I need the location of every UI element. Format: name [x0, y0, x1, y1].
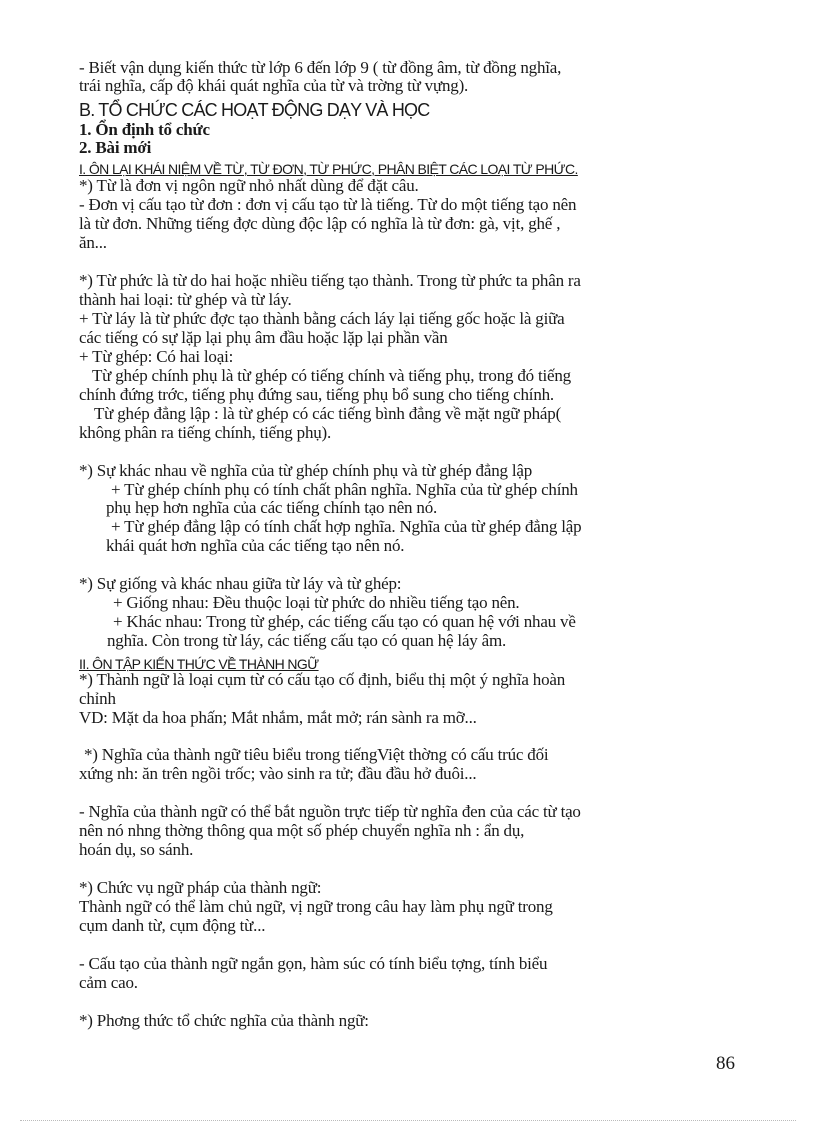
text-line: phụ hẹp hơn nghĩa của các tiếng chính tạo nên nó. — [106, 498, 438, 517]
text-line: hoán dụ, so sánh. — [79, 840, 194, 859]
section-heading: II. ÔN TẬP KIẾN THỨC VỀ THÀNH NGỮ — [79, 656, 319, 672]
text-line: nên nó nhng thờng thông qua một số phép chuyển nghĩa nh : ẩn dụ, — [79, 821, 525, 840]
text-line: - Đơn vị cấu tạo từ đơn : đơn vị cấu tạo từ là tiếng. Từ do một tiếng tạo nên — [79, 195, 577, 214]
text-line: chính đứng trớc, tiếng phụ đứng sau, tiếng phụ bổ sung cho tiếng chính. — [79, 385, 554, 404]
text-line: khái quát hơn nghĩa của các tiếng tạo nên nó. — [106, 536, 405, 555]
text-line: trái nghĩa, cấp độ khái quát nghĩa của từ và trờng từ vựng). — [79, 76, 469, 95]
section-heading: B. TỔ CHỨC CÁC HOẠT ĐỘNG DẠY VÀ HỌC — [79, 100, 430, 120]
text-line: VD: Mặt da hoa phấn; Mắt nhắm, mắt mở; rán sành ra mỡ... — [79, 708, 477, 727]
text-line: + Giống nhau: Đều thuộc loại từ phức do nhiều tiếng tạo nên. — [113, 593, 520, 612]
text-line: *) Từ phức là từ do hai hoặc nhiều tiếng tạo thành. Trong từ phức ta phân ra — [79, 271, 581, 290]
page-number: 86 — [716, 1053, 735, 1074]
text-line: Thành ngữ có thể làm chủ ngữ, vị ngữ trong câu hay làm phụ ngữ trong — [79, 897, 553, 916]
text-line: + Khác nhau: Trong từ ghép, các tiếng cấu tạo có quan hệ với nhau về — [113, 612, 576, 631]
text-line: *) Nghĩa của thành ngữ tiêu biểu trong tiếngViệt thờng có cấu trúc đối — [84, 745, 549, 764]
subheading: 2. Bài mới — [79, 138, 152, 157]
text-line: *) Thành ngữ là loại cụm từ có cấu tạo cố định, biểu thị một ý nghĩa hoàn — [79, 670, 566, 689]
text-line: - Biết vận dụng kiến thức từ lớp 6 đến lớp 9 ( từ đồng âm, từ đồng nghĩa, — [79, 58, 562, 77]
text-line: các tiếng có sự lặp lại phụ âm đầu hoặc lặp lại phần vần — [79, 328, 448, 347]
text-line: cảm cao. — [79, 973, 138, 992]
text-line: *) Sự khác nhau về nghĩa của từ ghép chính phụ và từ ghép đẳng lập — [79, 461, 533, 480]
text-line: chỉnh — [79, 689, 116, 708]
text-line: *) Phơng thức tổ chức nghĩa của thành ngữ: — [79, 1011, 369, 1030]
text-line: xứng nh: ăn trên ngồi trốc; vào sinh ra tử; đầu đầu hở đuôi... — [79, 764, 477, 783]
text-line: *) Từ là đơn vị ngôn ngữ nhỏ nhất dùng để đặt câu. — [79, 176, 419, 195]
text-line: *) Chức vụ ngữ pháp của thành ngữ: — [79, 878, 322, 897]
text-line: nghĩa. Còn trong từ láy, các tiếng cấu tạo có quan hệ láy âm. — [107, 631, 507, 650]
page-bottom-divider — [20, 1120, 796, 1121]
text-line: thành hai loại: từ ghép và từ láy. — [79, 290, 292, 309]
text-line: *) Sự giống và khác nhau giữa từ láy và từ ghép: — [79, 574, 402, 593]
text-line: + Từ láy là từ phức đợc tạo thành bằng cách láy lại tiếng gốc hoặc là giữa — [79, 309, 565, 328]
text-line: ăn... — [79, 233, 107, 252]
text-line: là từ đơn. Những tiếng đợc dùng độc lập có nghĩa là từ đơn: gà, vịt, ghế , — [79, 214, 561, 233]
subheading: 1. Ổn định tổ chức — [79, 120, 210, 139]
text-line: cụm danh từ, cụm động từ... — [79, 916, 266, 935]
text-line: Từ ghép đẳng lập : là từ ghép có các tiếng bình đẳng về mặt ngữ pháp( — [94, 404, 562, 423]
text-line: Từ ghép chính phụ là từ ghép có tiếng chính và tiếng phụ, trong đó tiếng — [92, 366, 571, 385]
text-line: - Cấu tạo của thành ngữ ngắn gọn, hàm súc có tính biểu tợng, tính biểu — [79, 954, 548, 973]
text-line: - Nghĩa của thành ngữ có thể bắt nguồn trực tiếp từ nghĩa đen của các từ tạo — [79, 802, 581, 821]
text-line: + Từ ghép chính phụ có tính chất phân nghĩa. Nghĩa của từ ghép chính — [111, 480, 578, 499]
text-line: + Từ ghép: Có hai loại: — [79, 347, 234, 366]
section-heading: I. ÔN LẠI KHÁI NIỆM VỀ TỪ, TỪ ĐƠN, TỪ PHỨC, PHÂN BIỆT CÁC LOẠI TỪ PHỨC. — [79, 161, 578, 177]
text-line: + Từ ghép đẳng lập có tính chất hợp nghĩa. Nghĩa của từ ghép đẳng lập — [111, 517, 582, 536]
text-line: không phân ra tiếng chính, tiếng phụ). — [79, 423, 332, 442]
